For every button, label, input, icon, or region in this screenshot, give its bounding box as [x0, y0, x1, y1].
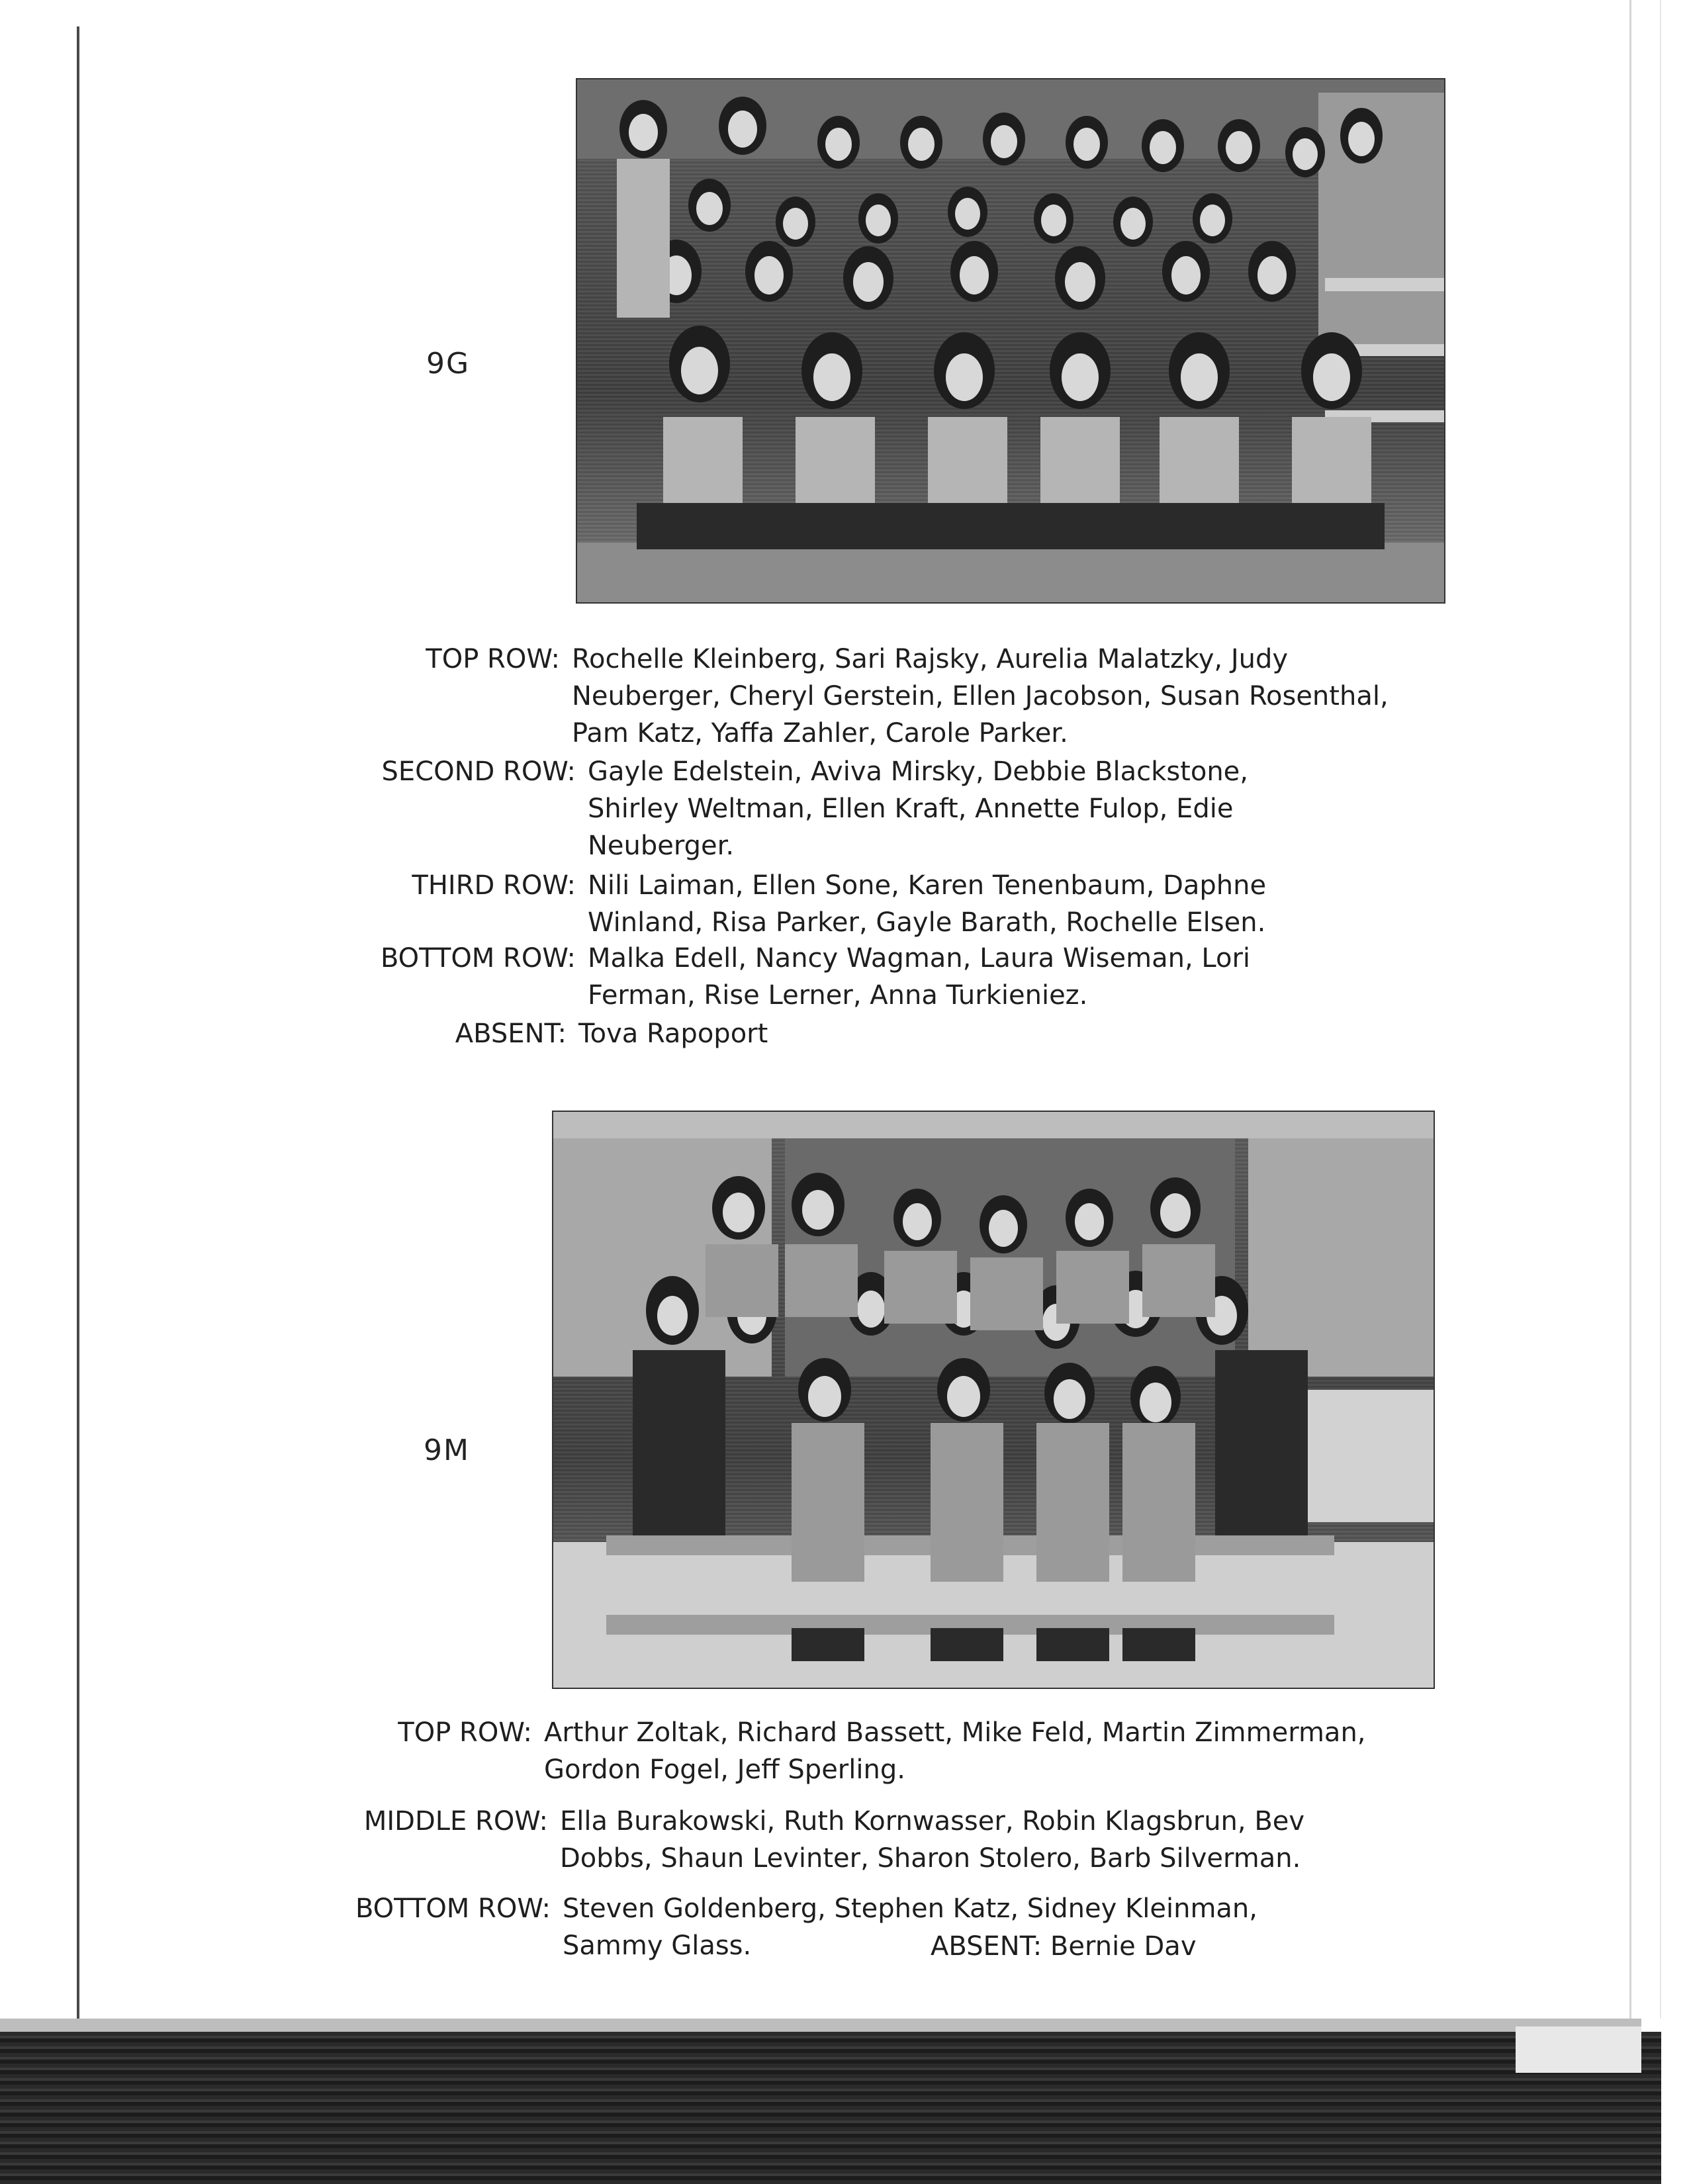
caption-9g-top-row [426, 641, 1498, 752]
caption-9g-bottom-row [380, 940, 1514, 1014]
caption-9g-third [412, 867, 1514, 941]
names-line: Neuberger. [588, 831, 735, 861]
row-label-bottom: BOTTOM ROW: [355, 1893, 551, 1924]
caption-9g-absent [455, 1015, 1505, 1052]
scan-band-edge [1516, 2026, 1641, 2073]
class-photo-9m-drawing [553, 1112, 1434, 1688]
row-label-second: SECOND ROW: [381, 756, 576, 787]
class-label-9m: 9M [424, 1433, 470, 1467]
names-line: Ferman, Rise Lerner, Anna Turkieniez. [588, 980, 1088, 1011]
scan-band-light [0, 2019, 1641, 2033]
absent-9m [931, 1931, 1197, 1962]
absent-label: ABSENT: [931, 1931, 1042, 1962]
names-line: Dobbs, Shaun Levinter, Sharon Stolero, Barb Silverman. [560, 1843, 1301, 1874]
row-label-top: TOP ROW: [426, 644, 560, 674]
caption-9m-middle [363, 1803, 1486, 1877]
caption-9g [426, 641, 1498, 752]
names-line: Rochelle Kleinberg, Sari Rajsky, Aurelia Malatzky, Judy [572, 644, 1289, 674]
caption-9m-top-row [398, 1714, 1471, 1788]
page-right-edge-outer [1660, 0, 1661, 2052]
names-line: Pam Katz, Yaffa Zahler, Carole Parker. [572, 718, 1068, 749]
class-photo-9g-drawing [577, 79, 1444, 602]
names-line: Shirley Weltman, Ellen Kraft, Annette Fulop, Edie [588, 794, 1234, 824]
names-line: Gayle Edelstein, Aviva Mirsky, Debbie Blackstone, [588, 756, 1249, 787]
names-line: Winland, Risa Parker, Gayle Barath, Rochelle Elsen. [588, 907, 1266, 938]
caption-9g-second-row [381, 753, 1514, 864]
page-margin-rule [77, 26, 79, 2019]
names-line: Steven Goldenberg, Stephen Katz, Sidney Kleinman, [563, 1893, 1257, 1924]
class-label-9g: 9G [426, 347, 471, 381]
caption-9m-top [398, 1714, 1471, 1788]
class-photo-9m [552, 1111, 1435, 1689]
caption-9g-bottom [380, 940, 1514, 1014]
row-label-middle: MIDDLE ROW: [363, 1806, 548, 1837]
caption-9m-middle-row [363, 1803, 1486, 1877]
names-line: Tova Rapoport [578, 1019, 768, 1049]
caption-9g-absent-row [455, 1015, 1505, 1052]
row-label-third: THIRD ROW: [412, 870, 576, 901]
row-label-top: TOP ROW: [398, 1717, 532, 1748]
names-line: Arthur Zoltak, Richard Bassett, Mike Feld, Martin Zimmerman, [544, 1717, 1366, 1748]
names-line: Nili Laiman, Ellen Sone, Karen Tenenbaum, Daphne [588, 870, 1267, 901]
caption-9g-third-row [412, 867, 1514, 941]
names-line: Sammy Glass. [563, 1931, 752, 1961]
row-label-bottom: BOTTOM ROW: [380, 943, 576, 974]
page-right-edge [1629, 0, 1631, 2038]
names-line: Ella Burakowski, Ruth Kornwasser, Robin Klagsbrun, Bev [560, 1806, 1305, 1837]
names-line: Malka Edell, Nancy Wagman, Laura Wiseman, Lori [588, 943, 1250, 974]
names-line: Gordon Fogel, Jeff Sperling. [544, 1754, 905, 1785]
names-line: Neuberger, Cheryl Gerstein, Ellen Jacobson, Susan Rosenthal, [572, 681, 1389, 711]
row-label-absent: ABSENT: [455, 1019, 567, 1049]
caption-9g-second [381, 753, 1514, 864]
class-photo-9g [576, 78, 1445, 604]
scan-band-dark [0, 2032, 1661, 2184]
absent-names: Bernie Dav [1050, 1931, 1197, 1962]
